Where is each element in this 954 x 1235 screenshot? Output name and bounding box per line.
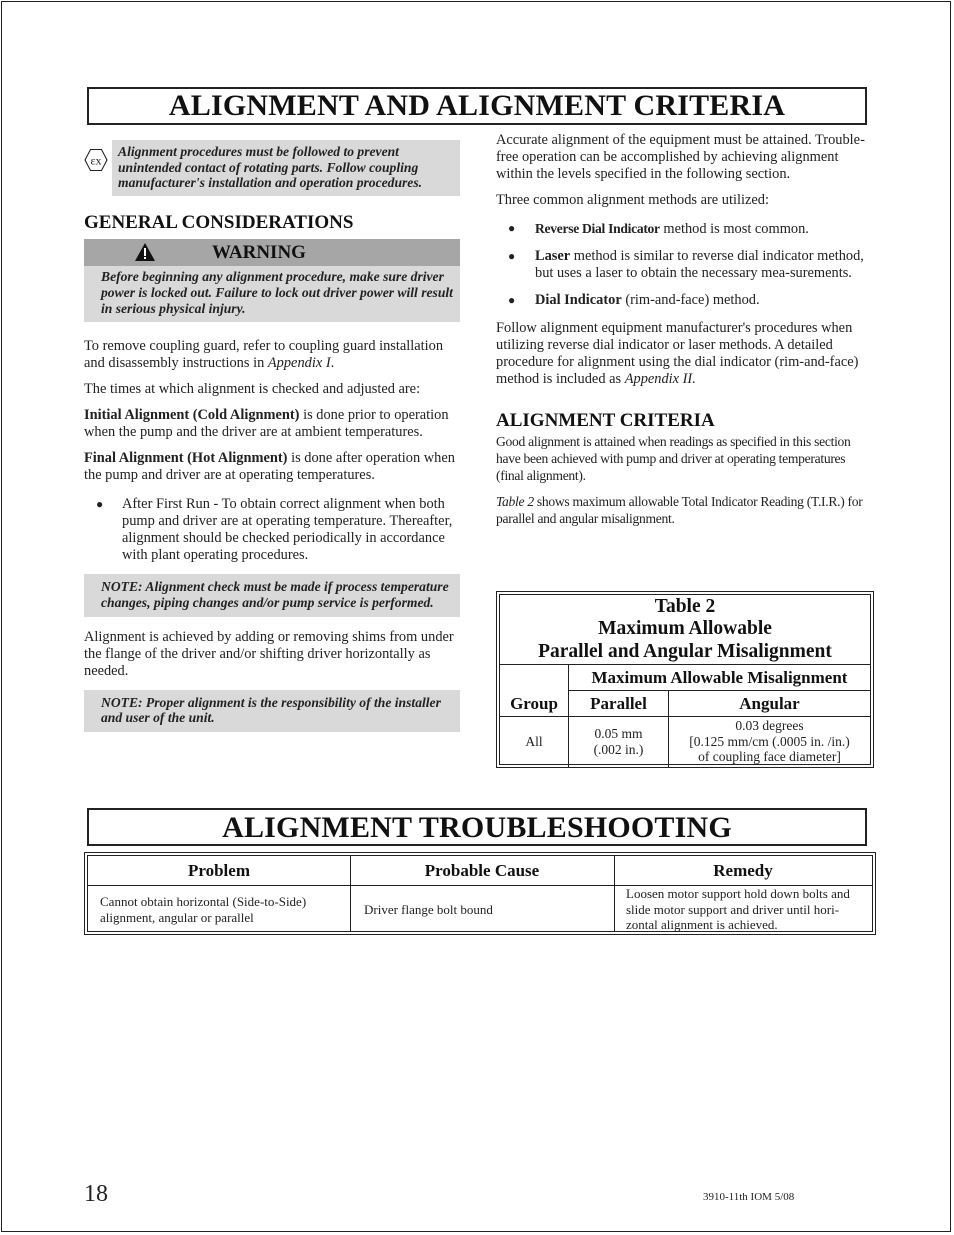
table-2-caption-line3: Parallel and Angular Misalignment [538,640,832,662]
warning-bar [84,239,460,266]
svg-text:εx: εx [90,153,102,168]
responsibility-note: NOTE: Proper alignment is the responsibility of the installer and user of the unit. [84,690,460,732]
table-2-ref: Table 2 [496,494,534,509]
coupling-guard-end: . [330,355,335,372]
warning-triangle-icon [134,242,156,262]
first-run-bullet [84,496,460,564]
method-dial-indicator [496,292,874,309]
initial-alignment-text: is done prior to operation when the pump and the driver are at ambient temperatures. [84,407,449,441]
group-header: Group [500,665,569,717]
method-laser [496,248,874,282]
angular-value-cell [669,717,870,768]
laser-term: Laser [535,248,571,264]
shims-paragraph: Alignment is achieved by adding or removing shims from under the flange of the driver and/or shifting driver horizontally as needed. [84,628,454,679]
warning-label: WARNING [212,242,306,264]
appendix-ii-ref: Appendix II. [624,371,696,387]
general-considerations-heading: GENERAL CONSIDERATIONS [84,212,354,234]
table-2-grid [500,665,870,768]
follow-text: Follow alignment equipment manufacturer's procedures when utilizing reverse dial indicator or laser methods. A detailed procedure for alignment using the dial indicator (rim-and-face) method is included as [496,320,859,387]
dial-indicator-text: (rim-and-face) method. [621,292,760,308]
first-run-text: After First Run - To obtain correct alignment when both pump and driver are at operating temperature. Thereafter, alignment should be checked periodically in accordance with plant operating procedures. [122,496,453,564]
final-alignment-paragraph [84,450,460,484]
alignment-criteria-heading: ALIGNMENT CRITERIA [496,410,715,431]
table-row-problem: Cannot obtain horizontal (Side-to-Side) alignment, angular or parallel [100,894,307,925]
parallel-value-cell [569,717,669,768]
table-2 [496,591,874,768]
angular-value-degrees: 0.03 degrees [735,718,804,733]
dial-indicator-term: Dial Indicator [535,292,622,308]
warning-text: Before beginning any alignment procedure, make sure driver power is locked out. Failure to lock out driver power will result in serious physical injury. [84,266,460,322]
coupling-guard-text: To remove coupling guard, refer to coupling guard installation and disassembly instructions in [84,338,444,372]
laser-text: method is similar to reverse dial indicator method, but uses a laser to obtain the necessary mea-surements. [535,248,864,281]
bullet-icon: ● [508,249,516,263]
table-ref-paragraph [496,493,874,527]
cause-header: Probable Cause [350,856,614,886]
bullet-icon: ● [508,293,516,307]
group-all-cell: All [500,717,569,768]
good-alignment-paragraph: Good alignment is attained when readings as specified in this section have been achieved with pump and driver at operating temperatures (final alignment). [496,434,851,483]
angular-value-basis: of coupling face diameter] [698,749,841,764]
initial-alignment-term: Initial Alignment (Cold Alignment) [84,407,300,424]
problem-header: Problem [88,856,350,886]
table-row-cause: Driver flange bolt bound [364,901,493,917]
remedy-header: Remedy [614,856,872,886]
table-2-caption-line1: Table 2 [654,596,716,617]
angular-header: Angular [669,691,870,717]
reverse-dial-term: Reverse Dial Indicator [535,221,660,236]
troubleshooting-table [84,852,876,935]
troubleshooting-title: ALIGNMENT TROUBLESHOOTING [87,808,867,846]
appendix-i-ref: Appendix I [267,355,331,372]
table-row-remedy: Loosen motor support hold down bolts and slide motor support and driver until hori-zontal alignment is achieved. [626,886,850,933]
left-column [84,140,460,744]
final-alignment-term: Final Alignment (Hot Alignment) [84,450,288,467]
right-column [496,132,874,536]
method-reverse-dial [496,220,874,238]
ex-note: Alignment procedures must be followed to prevent unintended contact of rotating parts. Follow coupling manufacturer's installation and operation procedures. [112,140,460,196]
max-misalignment-header: Maximum Allowable Misalignment [569,665,870,691]
parallel-value-mm: 0.05 mm [594,726,643,741]
angular-value-ratio: [0.125 mm/cm (.0005 in. /in.) [689,733,850,749]
parallel-value-in: (.002 in.) [593,741,644,757]
table-ref-text: shows maximum allowable Total Indicator Reading (T.I.R.) for parallel and angular misalignment. [496,494,863,526]
parallel-header: Parallel [569,691,669,717]
intro-paragraph: Accurate alignment of the equipment must be attained. Trouble-free operation can be accomplished by achieving alignment within the levels specified in the following section. [496,132,865,182]
page-title: ALIGNMENT AND ALIGNMENT CRITERIA [87,87,867,125]
document-code: 3910-11th IOM 5/08 [703,1191,795,1203]
reverse-dial-text: method is most common. [659,221,809,237]
alignment-times-paragraph: The times at which alignment is checked and adjusted are: [84,381,421,398]
ex-atex-icon [84,148,108,172]
bullet-icon: ● [96,497,104,512]
follow-paragraph [496,320,874,388]
initial-alignment-paragraph [84,407,460,441]
final-alignment-text: is done after operation when the pump and driver are at operating temperatures. [84,450,455,484]
table-2-caption [500,595,870,665]
bullet-icon: ● [508,221,516,235]
table-2-caption-line2: Maximum Allowable [598,618,772,640]
coupling-guard-paragraph [84,338,460,372]
methods-paragraph: Three common alignment methods are utilized: [496,192,769,208]
ex-note-row [84,140,460,196]
process-note: NOTE: Alignment check must be made if process temperature changes, piping changes and/or pump service is performed. [84,574,460,616]
page-number: 18 [84,1181,108,1207]
